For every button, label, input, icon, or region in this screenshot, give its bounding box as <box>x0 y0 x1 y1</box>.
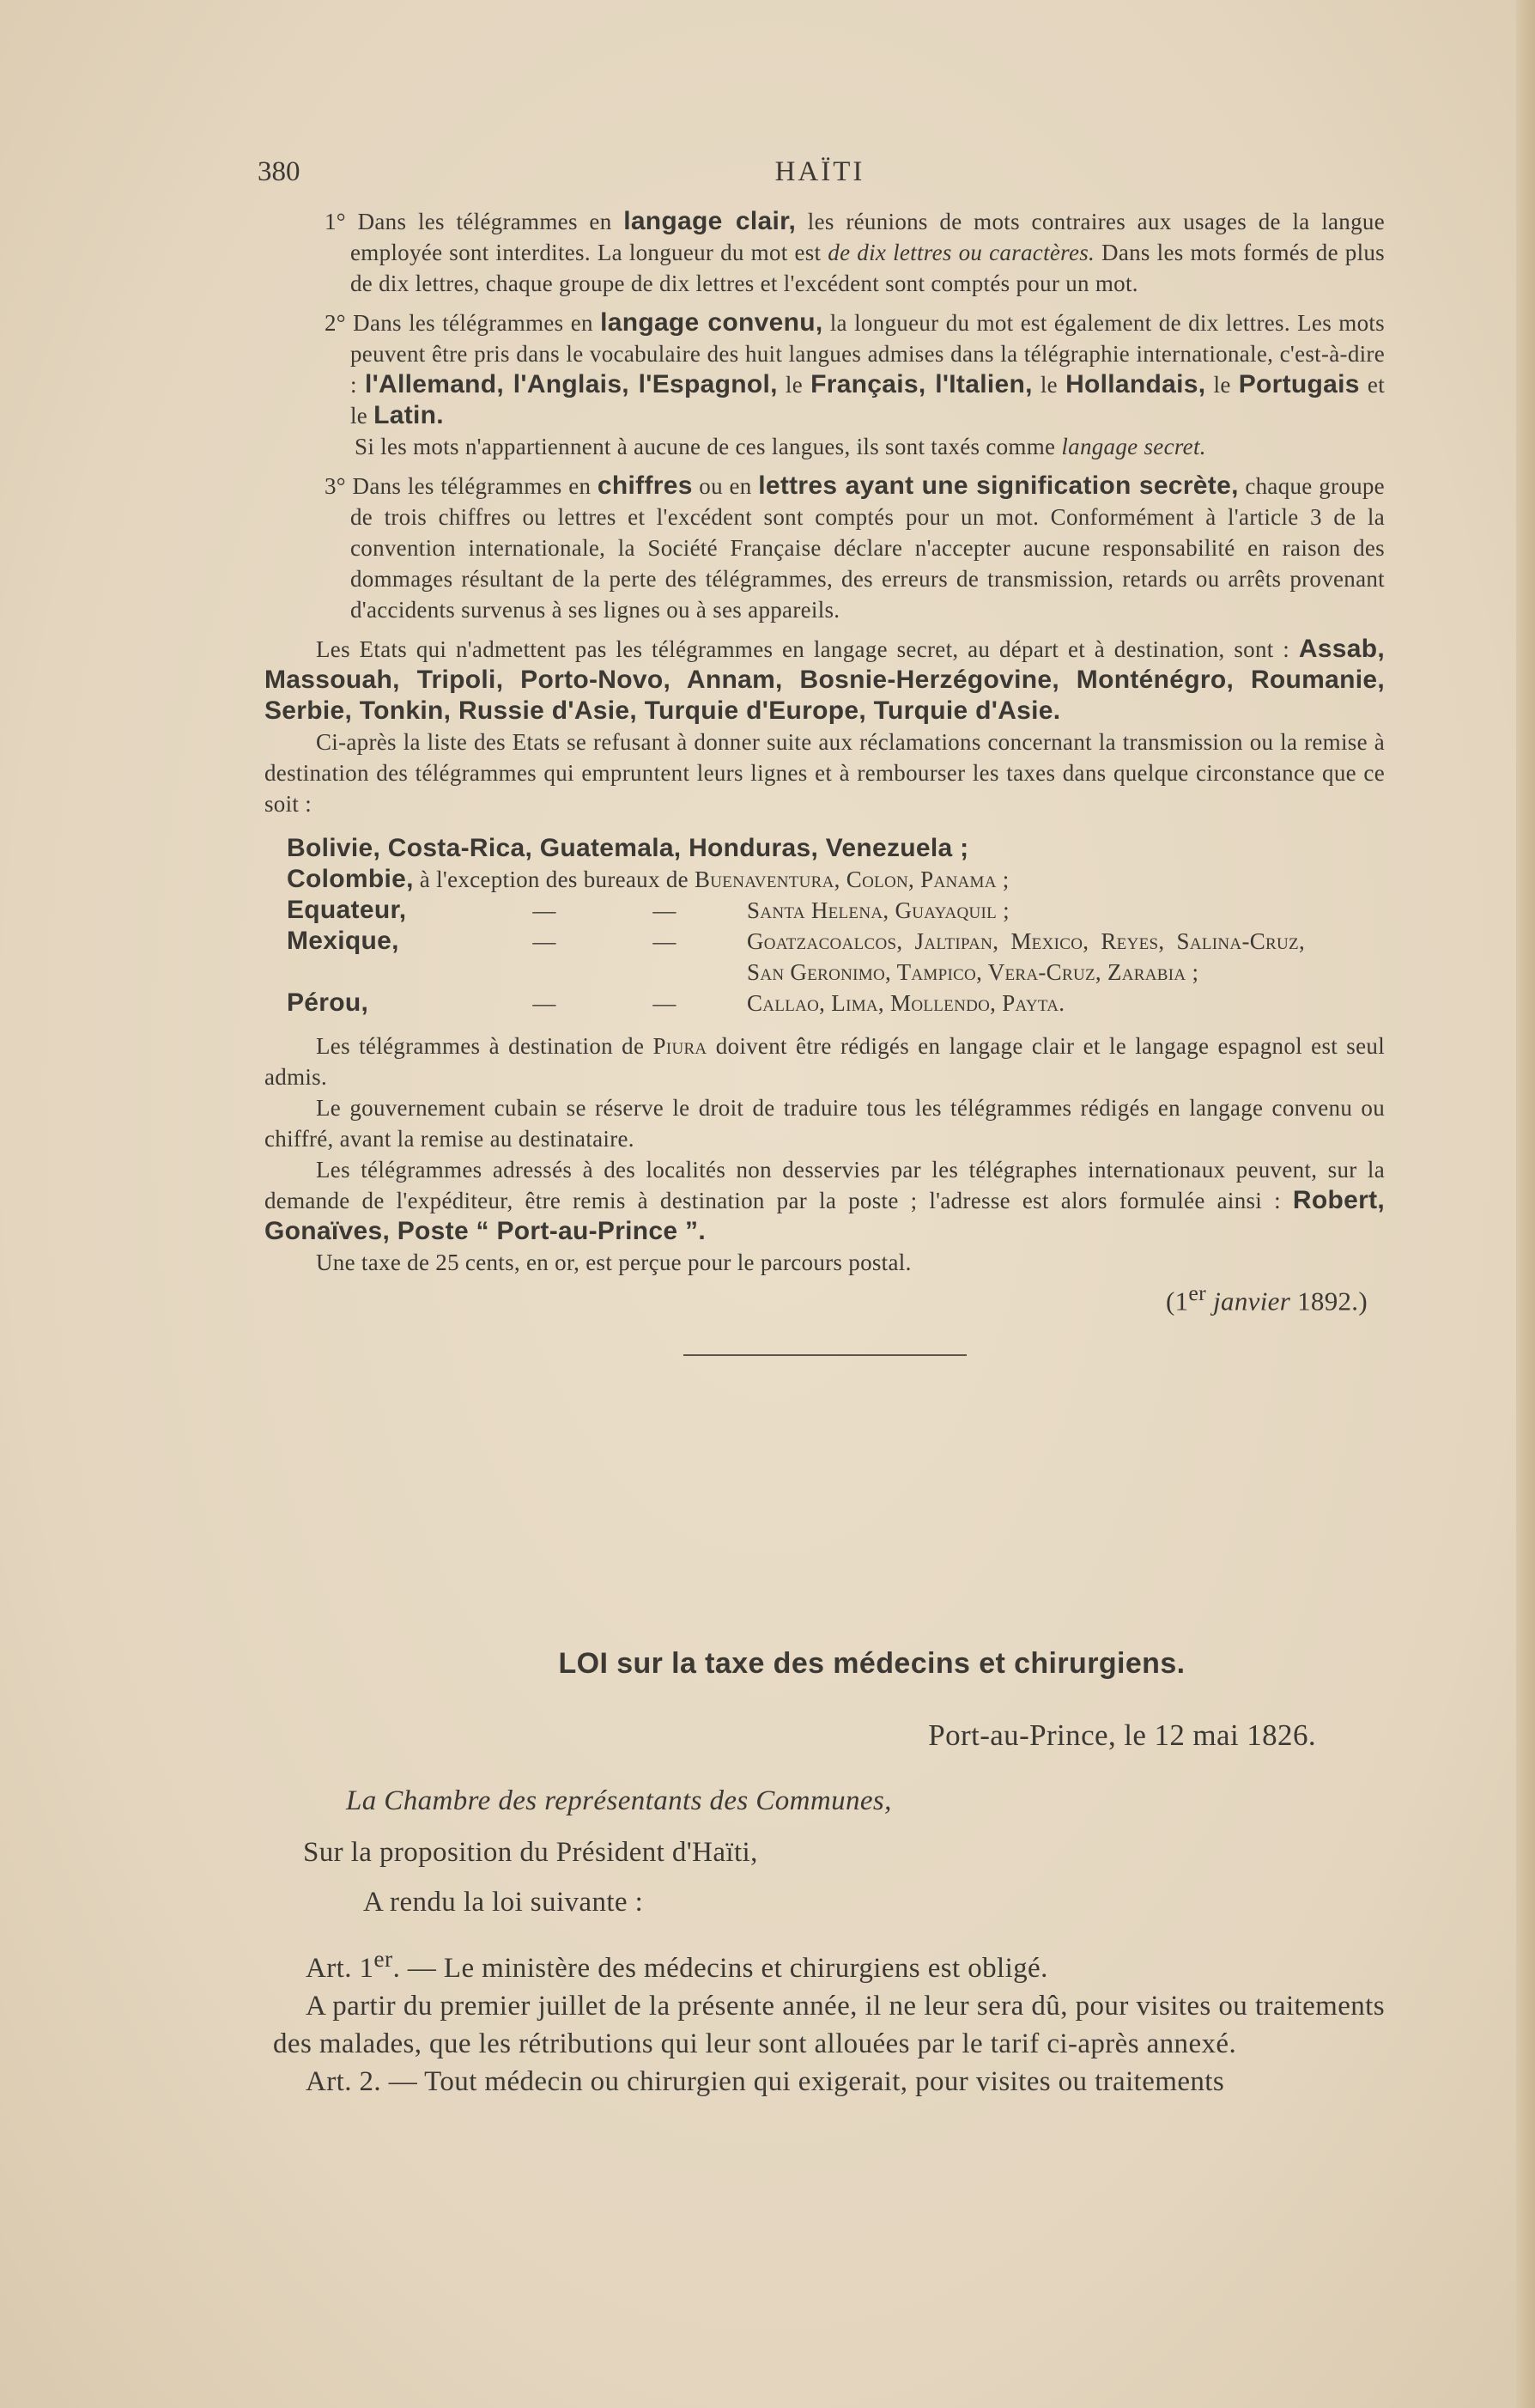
states-row: Mexique, — — Goatzacoalcos, Jaltipan, Mexico, Reyes, Salina-Cruz, San Geronimo, Tampico, Vera-Cruz, Zarabia ; <box>287 927 1305 985</box>
state-colombie: Colombie, <box>287 865 414 893</box>
rule-3: 3° Dans les télégrammes en chiffres ou en lettres ayant une signification secrète, chaque groupe de trois chiffres ou lettres et l'excédent sont comptés pour un mot. Conformément à l'article 3 de la convention internationale, la Société Française déclare n'accepter aucune responsabilité en raison des dommages résultant de la perte des télégrammes, des erreurs de transmission, retards ou arrêts provenant d'accidents survenus à ses lignes ou à ses appareils. <box>325 471 1385 623</box>
states-line-1: Bolivie, Costa-Rica, Guatemala, Honduras, Venezuela ; <box>287 834 969 862</box>
secret-language-states: Les Etats qui n'admettent pas les télégrammes en langage secret, au départ et à destination, sont : Assab, Massouah, Tripoli, Porto-Novo, Annam, Bosnie-Herzégovine, Monténégro, Roumanie, Serbie, Tonkin, Russie d'Asie, Turquie d'Europe, Turquie d'Asie. <box>264 635 1385 725</box>
running-title: HAÏTI <box>774 156 865 187</box>
page-header <box>258 156 1382 199</box>
states-row: Colombie, à l'exception des bureaux de Buenaventura, Colon, Panama ; <box>287 865 1010 893</box>
telegram-rules-section <box>264 206 1385 1356</box>
claims-list-intro: Ci-après la liste des Etats se refusant à donner suite aux réclamations concernant la transmission ou la remise à destination des télégrammes qui empruntent leurs lignes et à rembourser les taxes dans quelque circonstance que ce soit : <box>264 729 1385 817</box>
postal-tax-note: Une taxe de 25 cents, en or, est perçue pour le parcours postal. <box>316 1250 912 1275</box>
rule-2-note: Si les mots n'appartiennent à aucune de ces langues, ils sont taxés comme langage secret. <box>355 434 1206 459</box>
states-row: Equateur, — — Santa Helena, Guayaquil ; <box>287 896 1010 924</box>
states-table <box>287 833 1305 1019</box>
section-divider <box>683 1354 967 1356</box>
law-article-1-paragraph: A partir du premier juillet de la présente année, il ne leur sera dû, pour visites ou traitements des malades, que les rétributions qui leur sont allouées par le tarif ci-après annexé. <box>273 1991 1385 2059</box>
decree-date: (1er janvier 1892.) <box>1165 1280 1368 1316</box>
law-proposition: Sur la proposition du Président d'Haïti, <box>303 1837 758 1868</box>
states-row <box>287 833 1305 864</box>
states-row: Pérou, — — Callao, Lima, Mollendo, Payta. <box>287 988 1065 1017</box>
law-title: LOI sur la taxe des médecins et chirurgiens. <box>558 1647 1186 1680</box>
rule-1: 1° Dans les télégrammes en langage clair, les réunions de mots contraires aux usages de la langue employée sont interdites. La longueur du mot est de dix lettres ou caractères. Dans les mots formés de plus de dix lettres, chaque groupe de dix lettres et l'excédent sont comptés pour un mot. <box>325 207 1385 296</box>
law-enactment: A rendu la loi suivante : <box>363 1887 644 1918</box>
cuba-note: Le gouvernement cubain se réserve le droit de traduire tous les télégrammes rédigés en langage convenu ou chiffré, avant la remise au destinataire. <box>264 1095 1385 1152</box>
law-chamber: La Chambre des représentants des Communes, <box>346 1785 892 1816</box>
law-section <box>273 1645 1385 2101</box>
page-number: 380 <box>258 156 300 187</box>
law-place-date: Port-au-Prince, le 12 mai 1826. <box>928 1718 1316 1752</box>
piura-note: Les télégrammes à destination de Piura doivent être rédigés en langage clair et le langage espagnol est seul admis. <box>264 1033 1385 1090</box>
law-article-2: Art. 2. — Tout médecin ou chirurgien qui exigerait, pour visites ou traitements <box>306 2066 1225 2097</box>
page-edge <box>1516 0 1535 2408</box>
law-article-1: Art. 1er. — Le ministère des médecins et chirurgiens est obligé. <box>306 1945 1048 1984</box>
postal-address-note: Les télégrammes adressés à des localités non desservies par les télégraphes internationaux peuvent, sur la demande de l'expéditeur, être remis à destination par la poste ; l'adresse est alors formulée ainsi : Robert, Gonaïves, Poste “ Port-au-Prince ”. <box>264 1157 1385 1245</box>
rule-2: 2° Dans les télégrammes en langage convenu, la longueur du mot est également de dix lettres. Les mots peuvent être pris dans le vocabulaire des huit langues admises dans la télégraphie internationale, c'est-à-dire : l'Allemand, l'Anglais, l'Espagnol, le Français, l'Italien, le Hollandais, le Portugais et le Latin. <box>325 308 1386 429</box>
